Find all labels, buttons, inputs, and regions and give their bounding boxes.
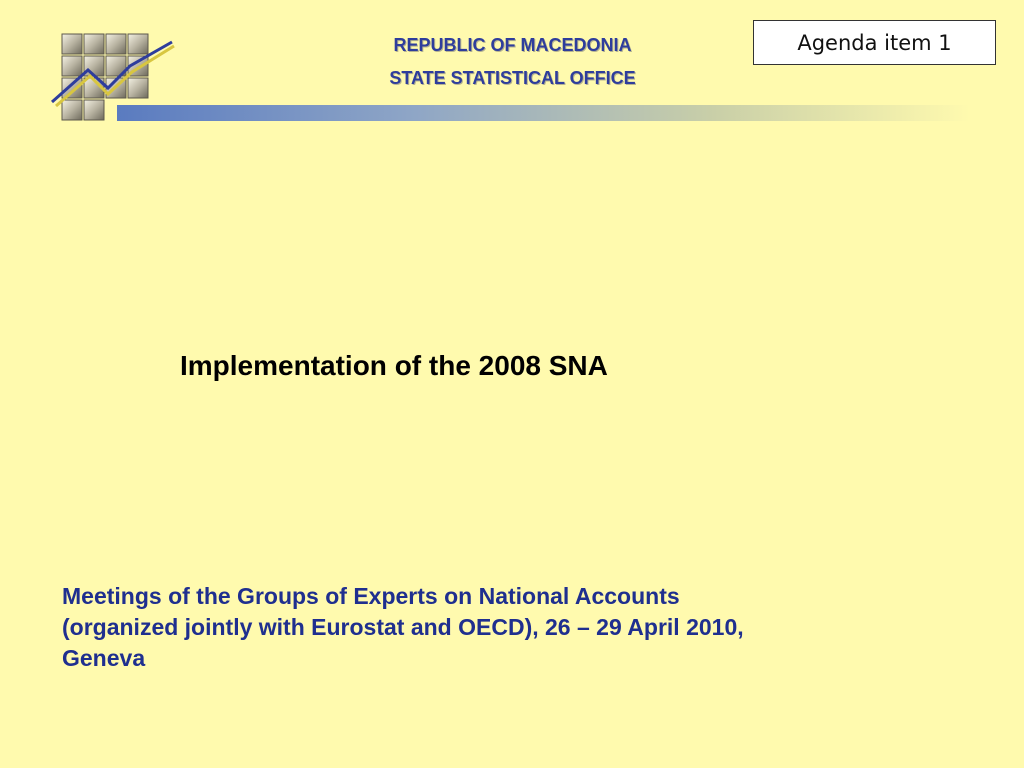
slide-title: Implementation of the 2008 SNA [180, 350, 608, 381]
meeting-line: (organized jointly with Eurostat and OECD), 26 – 29 April 2010, [62, 614, 744, 640]
organization-name: STATE STATISTICAL OFFICE [389, 68, 636, 88]
meeting-line: Meetings of the Groups of Experts on National Accounts [62, 583, 680, 609]
header-divider-bar [117, 105, 970, 121]
meeting-description [62, 581, 962, 674]
meeting-line: Geneva [62, 645, 146, 671]
agenda-item-box [753, 20, 996, 65]
organization-country: REPUBLIC OF MACEDONIA [393, 35, 632, 55]
agenda-item-label: Agenda item 1 [797, 30, 952, 55]
